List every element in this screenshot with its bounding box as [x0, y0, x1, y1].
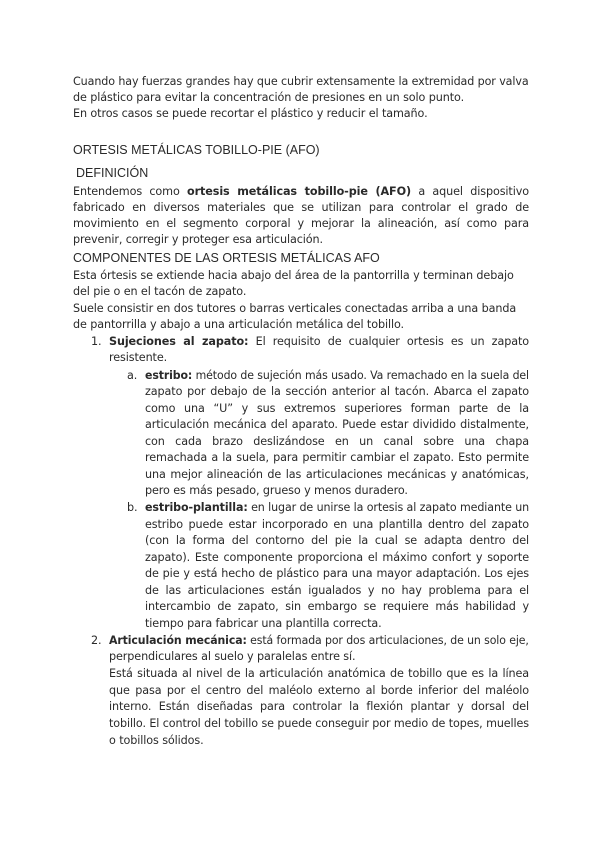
item-1a-line-8: pero es más pesado, grueso y menos duradero. [145, 484, 408, 497]
item-1b-line-7: intercambio de zapato, sin embargo se requiere más habilidad y [145, 600, 529, 613]
item-2-line-5: interno. Están diseñadas para controlar la flexión plantar y dorsal del [109, 700, 529, 713]
componentes-p2-line-1: Suele consistir en dos tutores o barras verticales conectadas arriba a una banda [73, 302, 517, 315]
item-1b-line-1: estribo-plantilla: en lugar de unirse la ortesis al zapato mediante un [145, 501, 530, 514]
section-title: ORTESIS METÁLICAS TOBILLO-PIE (AFO) [73, 143, 320, 157]
intro-line-2: de plástico para evitar la concentración de presiones en un solo punto. [73, 91, 465, 104]
item-1a-line-5: con cada brazo deslizándose en un canal sobre una chapa [145, 435, 529, 448]
intro-line-3: En otros casos se puede recortar el plástico y reducir el tamaño. [73, 107, 428, 120]
item-1b-line-8: tiempo para fabricar una plantilla correcta. [145, 617, 382, 630]
definicion-line-3: movimiento en el segmento corporal y mejorar la alineación, así como para [73, 217, 529, 230]
item-2-line-2: perpendiculares al suelo y paralelas entre sí. [109, 650, 356, 663]
item-1a-line-6: remachada a la suela, para permitir cambiar el zapato. Esto permite [145, 451, 529, 464]
definicion-title: DEFINICIÓN [76, 166, 149, 180]
item-1b-line-4: zapato). Este componente proporciona el máximo confort y soporte [145, 551, 529, 564]
item-2-line-6: tobillo. El control del tobillo se puede conseguir por medio de topes, muelles [109, 717, 529, 730]
item-2-line-7: o tobillos sólidos. [109, 734, 204, 747]
item-1a-line-1: estribo: método de sujeción más usado. Va remachado en la suela del [145, 369, 529, 382]
item-1b-line-6: de las articulaciones están igualados y no hay problema para el [145, 584, 529, 597]
item-1a-mark: a. [127, 369, 138, 382]
item-1a-line-7: una mejor alineación de las articulaciones mecánicas y anatómicas, [145, 468, 529, 481]
componentes-title: COMPONENTES DE LAS ORTESIS METÁLICAS AFO [73, 251, 380, 265]
item-1b-line-2: estribo puede estar incorporado en una plantilla dentro del zapato [145, 518, 529, 531]
item-1-line-2: resistente. [109, 351, 168, 364]
item-1a-line-3: como una “U” y sus extremos superiores forman parte de la [145, 402, 529, 415]
item-1a-line-2: zapato por debajo de la sección anterior al tacón. Abarca el zapato [145, 385, 529, 398]
item-2-line-1: Articulación mecánica: está formada por dos articulaciones, de un solo eje, [109, 634, 529, 647]
item-1-number: 1. [91, 335, 102, 348]
componentes-p1-line-1: Esta órtesis se extiende hacia abajo del área de la pantorrilla y terminan debajo [73, 269, 514, 282]
componentes-p2-line-2: de pantorrilla y abajo a una articulación metálica del tobillo. [73, 318, 404, 331]
componentes-p1-line-2: del pie o en el tacón de zapato. [73, 285, 247, 298]
definicion-line-4: prevenir, corregir y proteger esa articulación. [73, 233, 323, 246]
definicion-line-1: Entendemos como ortesis metálicas tobillo-pie (AFO) a aquel dispositivo [73, 185, 529, 198]
item-2-number: 2. [91, 634, 102, 647]
item-2-line-4: que pasa por el centro del maléolo externo al borde inferior del maléolo [109, 684, 529, 697]
item-2-line-3: Está situada al nivel de la articulación anatómica de tobillo que es la línea [109, 667, 529, 680]
item-1a-line-4: articulación mecánica del aparato. Puede estar dividido distalmente, [145, 418, 529, 431]
item-1b-mark: b. [127, 501, 138, 514]
item-1b-line-3: (con la forma del contorno del pie la cual se adapta dentro del [145, 534, 529, 547]
intro-line-1: Cuando hay fuerzas grandes hay que cubrir extensamente la extremidad por valva [73, 75, 529, 88]
definicion-line-2: fabricado en diversos materiales que se utilizan para controlar el grado de [73, 201, 529, 214]
item-1-line-1: Sujeciones al zapato: El requisito de cualquier ortesis es un zapato [109, 335, 529, 348]
item-1b-line-5: de pie y está hecho de plástico para una mayor adaptación. Los ejes [145, 567, 529, 580]
